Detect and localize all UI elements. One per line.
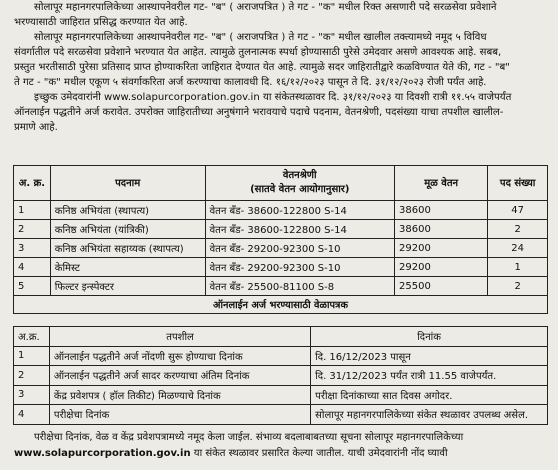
intro-line: प्रमाणे आहे. [14,122,58,133]
website-link[interactable]: www.solapurcorporation.gov.in [14,448,191,459]
intro-line: ते गट - "क" मधील एकूण ५ संवर्गाकरिता अर्ज करण्याचा कालावधी दि. १६/१२/२०२३ पासून ते दि. ३१/१२/२०२३ रोजी पर्यंत आहे. [14,77,487,88]
table-row [14,405,548,425]
col-name-header: पदनाम [50,166,205,201]
row-pay-scale: वेतन बँड- 38600-122800 S-14 [205,201,394,220]
col-basic-pay-header: मूळ वेतन [395,166,488,201]
row-basic-pay: 25500 [395,277,488,296]
row-post-name: फिल्टर इन्स्पेक्टर [50,277,205,296]
row-date: परीक्षा दिनांकाच्या सात दिवस अगोदर. [311,385,548,405]
row-sr: 3 [14,385,50,405]
row-basic-pay: 29200 [395,258,488,277]
col-detail-header: तपशील [49,327,310,347]
pay-scale-title: वेतनश्रेणी [282,170,317,181]
row-pay-scale: वेतन बँड- 25500-81100 S-8 [205,277,394,296]
row-detail: ऑनलाईन पद्धतीने अर्ज नोंदणी सुरू होण्याचा दिनांक [49,346,310,366]
col-sr-header: अ.क्र. [14,327,50,347]
intro-line: सोलापूर महानगरपालिकेच्या आस्थापनेवरील गट- "ब" ( अराजपत्रित ) ते गट - "क" मधील रिक्त असणारी पदे सरळसेवा प्रवेशाने [34,2,497,13]
row-count: 1 [488,258,548,277]
row-pay-scale: वेतन बँड- 29200-92300 S-10 [205,258,394,277]
row-sr: 2 [14,220,51,239]
row-date: सोलापूर महानगरपालिकेच्या संकेत स्थळावर उपलब्ध असेल. [311,405,548,425]
row-detail: केंद्र प्रवेशपत्र ( हॉल तिकीट) मिळण्याचे दिनांक [49,385,310,405]
row-post-name: कनिष्ठ अभियंता सहाय्यक (स्थापत्य) [50,239,205,258]
row-basic-pay: 38600 [395,201,488,220]
row-sr: 1 [14,201,51,220]
footer-line-rest: या संकेत स्थळावर प्रसारित केल्या जातील. याची उमेदवारांनी नोंद घ्यावी [190,448,448,459]
table-row [14,346,548,366]
intro-line: सोलापूर महानगरपालिकेच्या आस्थापनेवरील गट- "ब" ( अराजपत्रित ) ते गट - "क" मधील खालील तक्त्यामध्ये नमूद ५ विविध [34,32,487,43]
row-basic-pay: 29200 [395,239,488,258]
row-sr: 4 [14,405,50,425]
col-pay-scale-header [205,166,394,201]
intro-line: ऑनलाईन पद्धतीने अर्ज करावेत. उपरोक्त जाहिरातीच्या अनुषंगाने भरावयाचे पदाचे पदनाम, वेतनश्रेणी, पदसंख्या याचा तपशील खालील- [14,107,504,118]
intro-paragraph [14,0,548,135]
table-row [14,258,548,277]
col-count-header: पद संख्या [488,166,548,201]
intro-line: संवर्गातील पदे सरळसेवा प्रवेशाने भरण्यात येत आहेत. त्यामुळे तुलनात्मक स्पर्धा होण्यासाठी पुरेसे उमेदवार असणे आवश्यक आहे. सबब, [14,47,502,58]
row-sr: 3 [14,239,51,258]
table-row [14,239,548,258]
row-post-name: केमिस्ट [50,258,205,277]
table-row [14,201,548,220]
row-detail: ऑनलाईन पद्धतीने अर्ज सादर करण्याचा अंतिम दिनांक [49,366,310,386]
row-sr: 2 [14,366,50,386]
row-pay-scale: वेतन बँड- 29200-92300 S-10 [205,239,394,258]
row-count: 24 [488,239,548,258]
row-pay-scale: वेतन बँड- 38600-122800 S-14 [205,220,394,239]
row-count: 2 [488,220,548,239]
schedule-title-row [14,296,548,314]
col-sr-header: अ. क्र. [14,166,51,201]
row-count: 47 [488,201,548,220]
footer-line: परीक्षेचा दिनांक, वेळ व केंद्र प्रवेशपत्रामध्ये नमूद केला जाईल. संभाव्य बदलाबाबतच्या सूचना सोलापूर महानगरपालिकेच्या [34,432,464,443]
posts-table [13,165,548,314]
intro-line: प्रस्तुत भरतीसाठी पुरेसा प्रतिसाद प्राप्त होण्याकरिता जाहिरात देण्यात येत आहे. त्यामुळे सदर जाहिरातीद्वारे कळविण्यात येते की, गट - "ब" [14,62,510,73]
row-date: दि. 31/12/2023 पर्यंत रात्री 11.55 वाजेपर्यंत. [311,366,548,386]
col-date-header: दिनांक [311,327,548,347]
footer-line [14,446,550,462]
row-post-name: कनिष्ठ अभियंता (यांत्रिकी) [50,220,205,239]
table-row [14,385,548,405]
intro-line: भरण्यासाठी जाहिरात प्रसिद्ध करण्यात येत आहे. [14,17,188,28]
posts-table-header [14,166,548,201]
row-sr: 1 [14,346,50,366]
row-detail: परीक्षेचा दिनांक [49,405,310,425]
schedule-table-header [14,327,548,347]
schedule-title: ऑनलाईन अर्ज भरण्यासाठी वेळापत्रक [14,296,548,314]
row-count: 2 [488,277,548,296]
footer-note [14,430,550,462]
table-row [14,220,548,239]
row-basic-pay: 38600 [395,220,488,239]
row-post-name: कनिष्ठ अभियंता (स्थापत्य) [50,201,205,220]
schedule-table [13,326,548,425]
table-row [14,277,548,296]
table-row [14,366,548,386]
row-sr: 4 [14,258,51,277]
row-date: दि. 16/12/2023 पासून [311,346,548,366]
row-sr: 5 [14,277,51,296]
pay-scale-subtitle: (सातवे वेतन आयोगानुसार) [250,184,350,195]
intro-line: इच्छुक उमेदवारांनी www.solapurcorporation.gov.in या संकेतस्थळावर दि. ३१/१२/२०२३ या दिवशी रात्री ११.५५ वाजेपर्यंत [34,92,512,103]
